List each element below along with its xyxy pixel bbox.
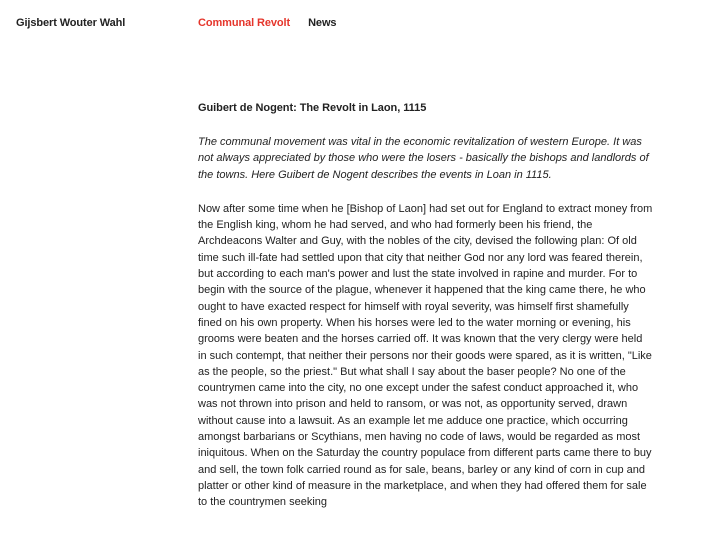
nav-item-news[interactable]: News (308, 17, 337, 29)
nav-item-communal-revolt[interactable]: Communal Revolt (198, 17, 291, 29)
site-title[interactable]: Gijsbert Wouter Wahl (16, 17, 126, 29)
article-body: Now after some time when he [Bishop of Laon] had set out for England to extract money from the English king, whom he had served, and who had formerly been his friend, the Archdeacons Walter and Guy, with the nobles of the city, devised the following plan: Of old time such ill-fate had settled upon that city that neither God nor any lord was feared therein, but according to each man's power and lust the state involved in rapine and murder. For to begin with the source of the plague, whenever it happened that the king came there, he who ought to have exacted respect for himself with royal severity, was himself first shamefully fined on his own property. When his horses were led to the water morning or evening, his grooms were beaten and the horses carried off. It was known that the very clergy were held in such contempt, that neither their persons nor their goods were spared, as it is written, "Like as the people, so the priest." But what shall I say about the baser people? No one of the countrymen came into the city, no one except under the safest conduct approached it, who was not thrown into prison and held to ransom, or was not, as opportunity served, drawn without cause into a lawsuit. As an example let me adduce one practice, which occurring amongst barbarians or Scythians, men having no code of laws, would be regarded as most iniquitous. When on the Saturday the country populace from different parts came there to buy and sell, the town folk carried round as for sale, beans, barley or any kind of corn in cup and platter or other kind of measure in the marketplace, and when they had offered them for sale to the countrymen seeking (198, 202, 653, 509)
article-title: Guibert de Nogent: The Revolt in Laon, 1115 (198, 102, 427, 114)
article-intro: The communal movement was vital in the economic revitalization of western Europe. It was not always appreciated by those who were the losers - basically the bishops and landlords of the towns. Here Guibert de Nogent describes the events in Loan in 1115. (198, 136, 649, 181)
main-nav (198, 17, 351, 29)
article-content (198, 101, 653, 511)
